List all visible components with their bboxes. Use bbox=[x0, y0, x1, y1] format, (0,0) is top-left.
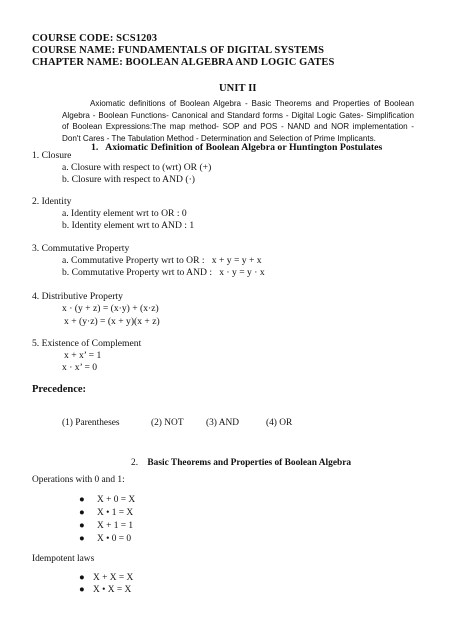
precedence-heading: Precedence: bbox=[32, 384, 87, 395]
closure-a: a. Closure with respect to (wrt) OR (+) bbox=[62, 162, 212, 173]
idempotent-item bbox=[79, 573, 85, 583]
idempotent-expr: X • X = X bbox=[93, 585, 132, 595]
bullet-icon: ● bbox=[79, 521, 85, 531]
commutative-a-expr: x + y = y + x bbox=[211, 255, 262, 266]
bullet-icon: ● bbox=[79, 573, 85, 583]
distributive-expr2: x + (y·z) = (x + y)(x + z) bbox=[64, 316, 160, 327]
bullet-icon: ● bbox=[79, 495, 85, 505]
idempotent-expr: X + X = X bbox=[93, 573, 134, 583]
identity-b: b. Identity element wrt to AND : 1 bbox=[62, 220, 195, 231]
section2-title-line bbox=[131, 458, 351, 468]
ops-item bbox=[79, 534, 85, 544]
section1-title-line bbox=[91, 142, 382, 153]
ops-expr: X • 0 = 0 bbox=[97, 534, 132, 544]
unit-abstract: Axiomatic definitions of Boolean Algebra - Basic Theorems and Properties of Boolean Algebra - Boolean Functions- Canonical and Standard forms - Digital Logic Gates- Simplification of Boolean Expressions:The map method- SOP and POS - NAND and NOR implementation - Don't Cares - The Tabulation Method - Determination and Selection of Prime Implicants. bbox=[62, 99, 414, 143]
precedence-item-or: (4) OR bbox=[266, 418, 293, 428]
complement-heading: 5. Existence of Complement bbox=[32, 338, 142, 349]
section1-number: 1. bbox=[91, 142, 99, 153]
section2-title: Basic Theorems and Properties of Boolean Algebra bbox=[147, 458, 352, 468]
ops-item bbox=[79, 508, 85, 518]
ops-heading: Operations with 0 and 1: bbox=[32, 475, 125, 485]
commutative-a-label: a. Commutative Property wrt to OR : bbox=[62, 255, 205, 266]
precedence-item-parentheses: (1) Parentheses bbox=[62, 418, 120, 428]
idempotent-heading: Idempotent laws bbox=[32, 554, 95, 564]
distributive-heading: 4. Distributive Property bbox=[32, 291, 123, 302]
complement-expr1: x + x’ = 1 bbox=[64, 350, 102, 361]
ops-expr: X • 1 = X bbox=[97, 508, 134, 518]
ops-expr: X + 1 = 1 bbox=[97, 521, 134, 531]
closure-heading: 1. Closure bbox=[32, 150, 72, 161]
commutative-b-label: b. Commutative Property wrt to AND : bbox=[62, 267, 213, 278]
bullet-icon: ● bbox=[79, 534, 85, 544]
commutative-a bbox=[62, 255, 262, 266]
complement-expr2: x · x’ = 0 bbox=[62, 362, 98, 373]
ops-item bbox=[79, 521, 85, 531]
identity-a: a. Identity element wrt to OR : 0 bbox=[62, 208, 187, 219]
unit-title: UNIT II bbox=[219, 83, 257, 94]
distributive-expr1: x · (y + z) = (x·y) + (x·z) bbox=[62, 303, 159, 314]
precedence-item-not: (2) NOT bbox=[151, 418, 184, 428]
ops-item bbox=[79, 495, 85, 505]
course-code: COURSE CODE: SCS1203 bbox=[32, 33, 158, 44]
commutative-heading: 3. Commutative Property bbox=[32, 243, 130, 254]
idempotent-item bbox=[79, 585, 85, 595]
bullet-icon: ● bbox=[79, 508, 85, 518]
ops-expr: X + 0 = X bbox=[97, 495, 136, 505]
section2-number: 2. bbox=[131, 458, 139, 468]
commutative-b bbox=[62, 267, 265, 278]
commutative-b-expr: x · y = y · x bbox=[219, 267, 265, 278]
section1-title: Axiomatic Definition of Boolean Algebra or Huntington Postulates bbox=[105, 142, 383, 153]
course-name: COURSE NAME: FUNDAMENTALS OF DIGITAL SYSTEMS bbox=[32, 45, 325, 56]
bullet-icon: ● bbox=[79, 585, 85, 595]
closure-b: b. Closure with respect to AND (·) bbox=[62, 174, 195, 185]
chapter-name: CHAPTER NAME: BOOLEAN ALGEBRA AND LOGIC GATES bbox=[32, 57, 335, 68]
identity-heading: 2. Identity bbox=[32, 196, 72, 207]
precedence-item-and: (3) AND bbox=[206, 418, 240, 428]
